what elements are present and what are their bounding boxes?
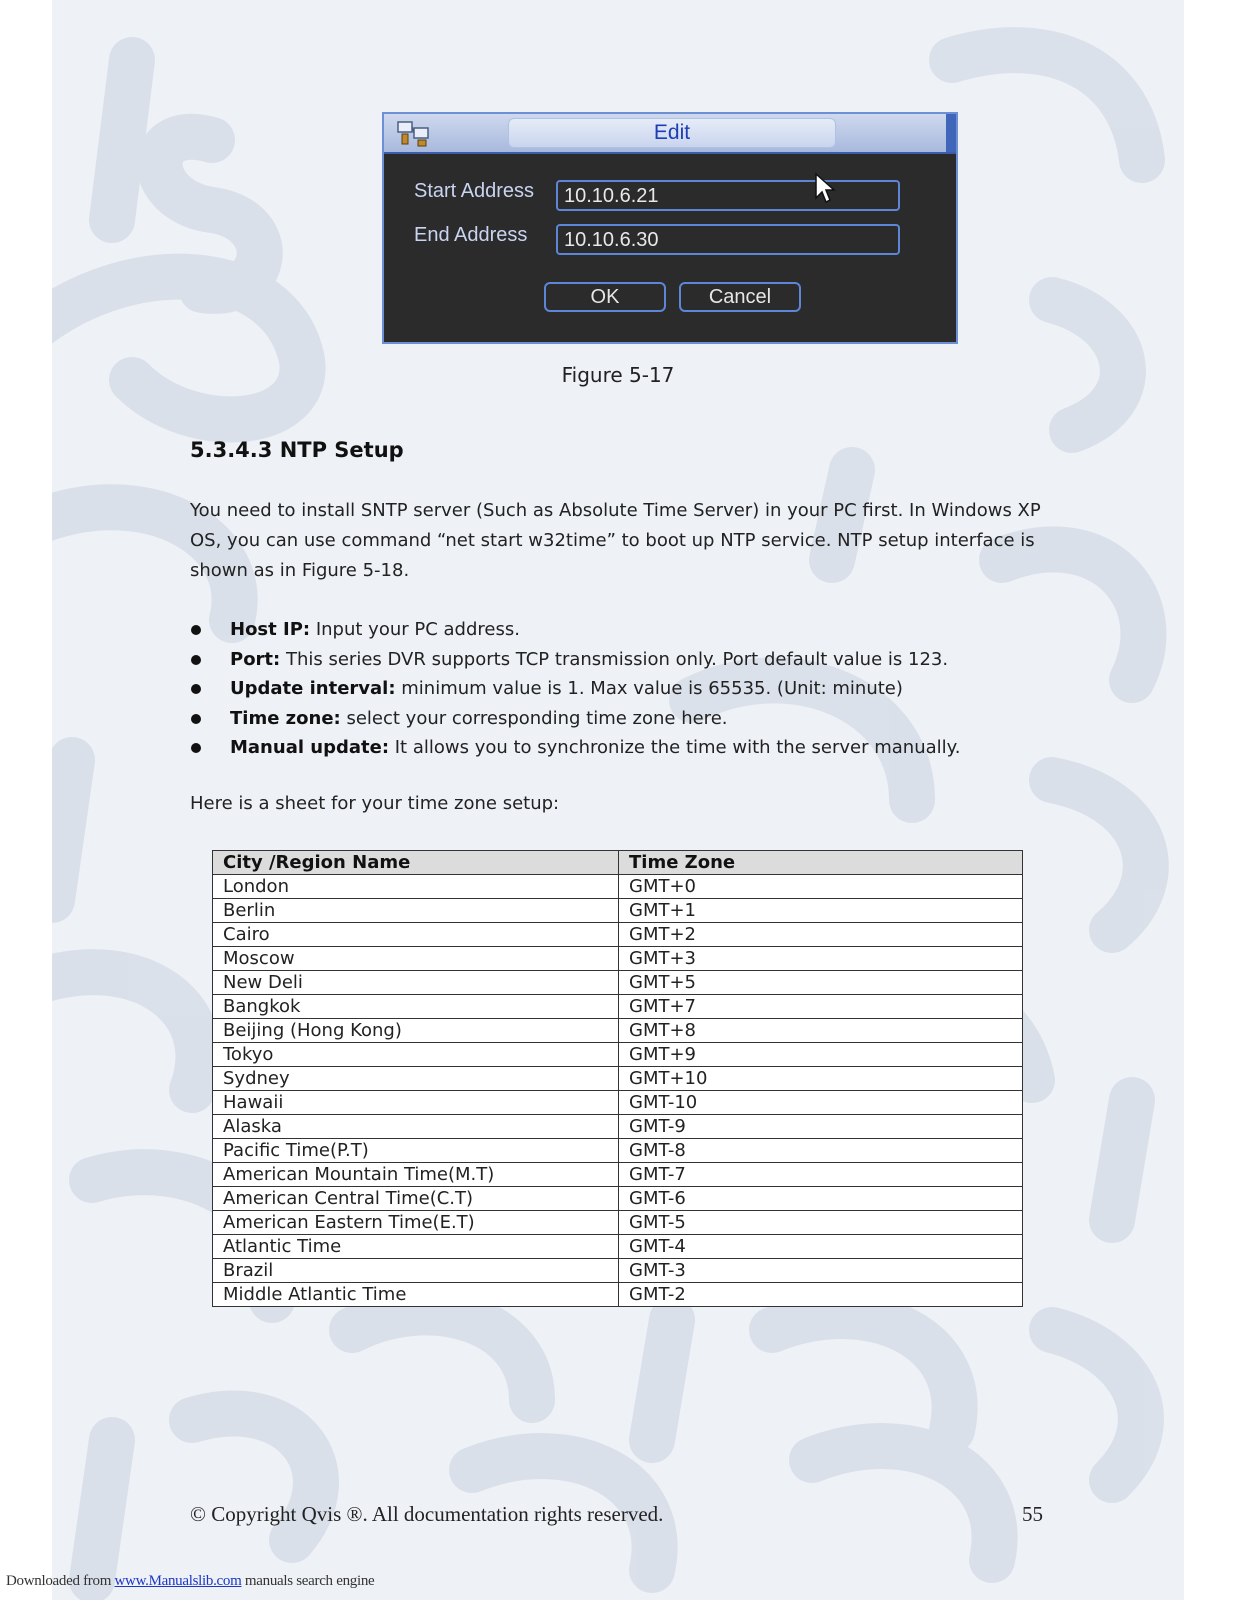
settings-bullet-list — [190, 615, 1090, 763]
bullet-term: Time zone: — [230, 707, 341, 729]
header-city: City /Region Name — [213, 851, 619, 875]
zone-cell: GMT+5 — [619, 971, 1023, 995]
list-item — [190, 704, 1090, 734]
download-suffix: manuals search engine — [241, 1573, 375, 1589]
zone-cell: GMT+2 — [619, 923, 1023, 947]
footer-copyright: © Copyright Qvis ®. All documentation rights reserved. — [190, 1502, 664, 1526]
city-cell: American Eastern Time(E.T) — [213, 1211, 619, 1235]
city-cell: Berlin — [213, 899, 619, 923]
figure-caption: Figure 5-17 — [561, 363, 675, 387]
bullet-dot-icon — [191, 625, 201, 635]
city-cell: London — [213, 875, 619, 899]
table-row — [213, 1163, 1023, 1187]
table-row — [213, 1211, 1023, 1235]
zone-cell: GMT-6 — [619, 1187, 1023, 1211]
list-item — [190, 645, 1090, 675]
zone-cell: GMT+0 — [619, 875, 1023, 899]
zone-cell: GMT+1 — [619, 899, 1023, 923]
city-cell: Alaska — [213, 1115, 619, 1139]
section-heading: 5.3.4.3 NTP Setup — [190, 438, 404, 462]
network-computers-icon — [396, 118, 432, 148]
start-address-input[interactable]: 10.10.6.21 — [556, 180, 900, 211]
download-attribution — [6, 1573, 374, 1590]
zone-cell: GMT+7 — [619, 995, 1023, 1019]
table-row — [213, 1139, 1023, 1163]
table-header-row — [213, 851, 1023, 875]
manualslib-link[interactable]: www.Manualslib.com — [114, 1573, 242, 1589]
zone-cell: GMT-5 — [619, 1211, 1023, 1235]
bullet-text: minimum value is 1. Max value is 65535. (Unit: minute) — [395, 678, 903, 699]
table-row — [213, 1091, 1023, 1115]
bullet-dot-icon — [191, 684, 201, 694]
ok-button[interactable]: OK — [544, 282, 666, 312]
page-number: 55 — [1022, 1502, 1043, 1526]
zone-cell: GMT+8 — [619, 1019, 1023, 1043]
list-item — [190, 733, 1090, 763]
table-row — [213, 971, 1023, 995]
end-address-label: End Address — [414, 224, 528, 246]
list-item — [190, 615, 1090, 645]
zone-cell: GMT+10 — [619, 1067, 1023, 1091]
table-row — [213, 1235, 1023, 1259]
bullet-term: Host IP: — [230, 619, 311, 640]
bullet-dot-icon — [191, 714, 201, 724]
city-cell: New Deli — [213, 971, 619, 995]
manual-page — [52, 0, 1184, 1600]
table-row — [213, 1043, 1023, 1067]
bullet-term: Port: — [230, 648, 281, 670]
zone-cell: GMT+3 — [619, 947, 1023, 971]
city-cell: Sydney — [213, 1067, 619, 1091]
bullet-text: It allows you to synchronize the time with the server manually. — [389, 737, 961, 758]
bullet-dot-icon — [191, 743, 201, 753]
city-cell: Middle Atlantic Time — [213, 1283, 619, 1307]
zone-cell: GMT-2 — [619, 1283, 1023, 1307]
table-row — [213, 947, 1023, 971]
header-time-zone: Time Zone — [619, 851, 1023, 875]
table-row — [213, 875, 1023, 899]
city-cell: Tokyo — [213, 1043, 619, 1067]
cancel-button[interactable]: Cancel — [679, 282, 801, 312]
list-item — [190, 674, 1090, 704]
table-row — [213, 1019, 1023, 1043]
city-cell: American Central Time(C.T) — [213, 1187, 619, 1211]
table-row — [213, 923, 1023, 947]
dialog-title: Edit — [508, 118, 836, 148]
download-prefix: Downloaded from — [6, 1573, 115, 1589]
table-row — [213, 1283, 1023, 1307]
intro-paragraph: You need to install SNTP server (Such as Absolute Time Server) in your PC first. In Windows XP OS, you can use command “net start w32time” to boot up NTP service. NTP setup interface is shown as in Figure 5-18. — [190, 500, 1041, 581]
city-cell: Beijing (Hong Kong) — [213, 1019, 619, 1043]
zone-cell: GMT-10 — [619, 1091, 1023, 1115]
table-row — [213, 899, 1023, 923]
bullet-dot-icon — [191, 655, 201, 665]
titlebar-edge — [946, 114, 956, 152]
bullet-term: Manual update: — [230, 737, 390, 758]
table-row — [213, 1259, 1023, 1283]
mouse-pointer-icon — [814, 172, 836, 206]
zone-cell: GMT-7 — [619, 1163, 1023, 1187]
zone-cell: GMT-8 — [619, 1139, 1023, 1163]
city-cell: Hawaii — [213, 1091, 619, 1115]
bullet-term: Update interval: — [230, 678, 396, 699]
bullet-text: select your corresponding time zone here. — [340, 707, 728, 729]
edit-dialog-screenshot — [382, 112, 958, 344]
city-cell: Bangkok — [213, 995, 619, 1019]
dialog-titlebar — [384, 114, 956, 154]
table-row — [213, 1067, 1023, 1091]
city-cell: American Mountain Time(M.T) — [213, 1163, 619, 1187]
city-cell: Pacific Time(P.T) — [213, 1139, 619, 1163]
city-cell: Cairo — [213, 923, 619, 947]
table-row — [213, 995, 1023, 1019]
city-cell: Brazil — [213, 1259, 619, 1283]
table-row — [213, 1187, 1023, 1211]
sheet-intro: Here is a sheet for your time zone setup: — [190, 793, 560, 814]
city-cell: Atlantic Time — [213, 1235, 619, 1259]
end-address-input[interactable]: 10.10.6.30 — [556, 224, 900, 255]
zone-cell: GMT-3 — [619, 1259, 1023, 1283]
time-zone-table — [212, 850, 1023, 1307]
table-row — [213, 1115, 1023, 1139]
start-address-label: Start Address — [414, 180, 535, 202]
bullet-text: Input your PC address. — [310, 619, 520, 640]
zone-cell: GMT-9 — [619, 1115, 1023, 1139]
zone-cell: GMT+9 — [619, 1043, 1023, 1067]
bullet-text: This series DVR supports TCP transmission only. Port default value is 123. — [280, 648, 949, 670]
city-cell: Moscow — [213, 947, 619, 971]
zone-cell: GMT-4 — [619, 1235, 1023, 1259]
